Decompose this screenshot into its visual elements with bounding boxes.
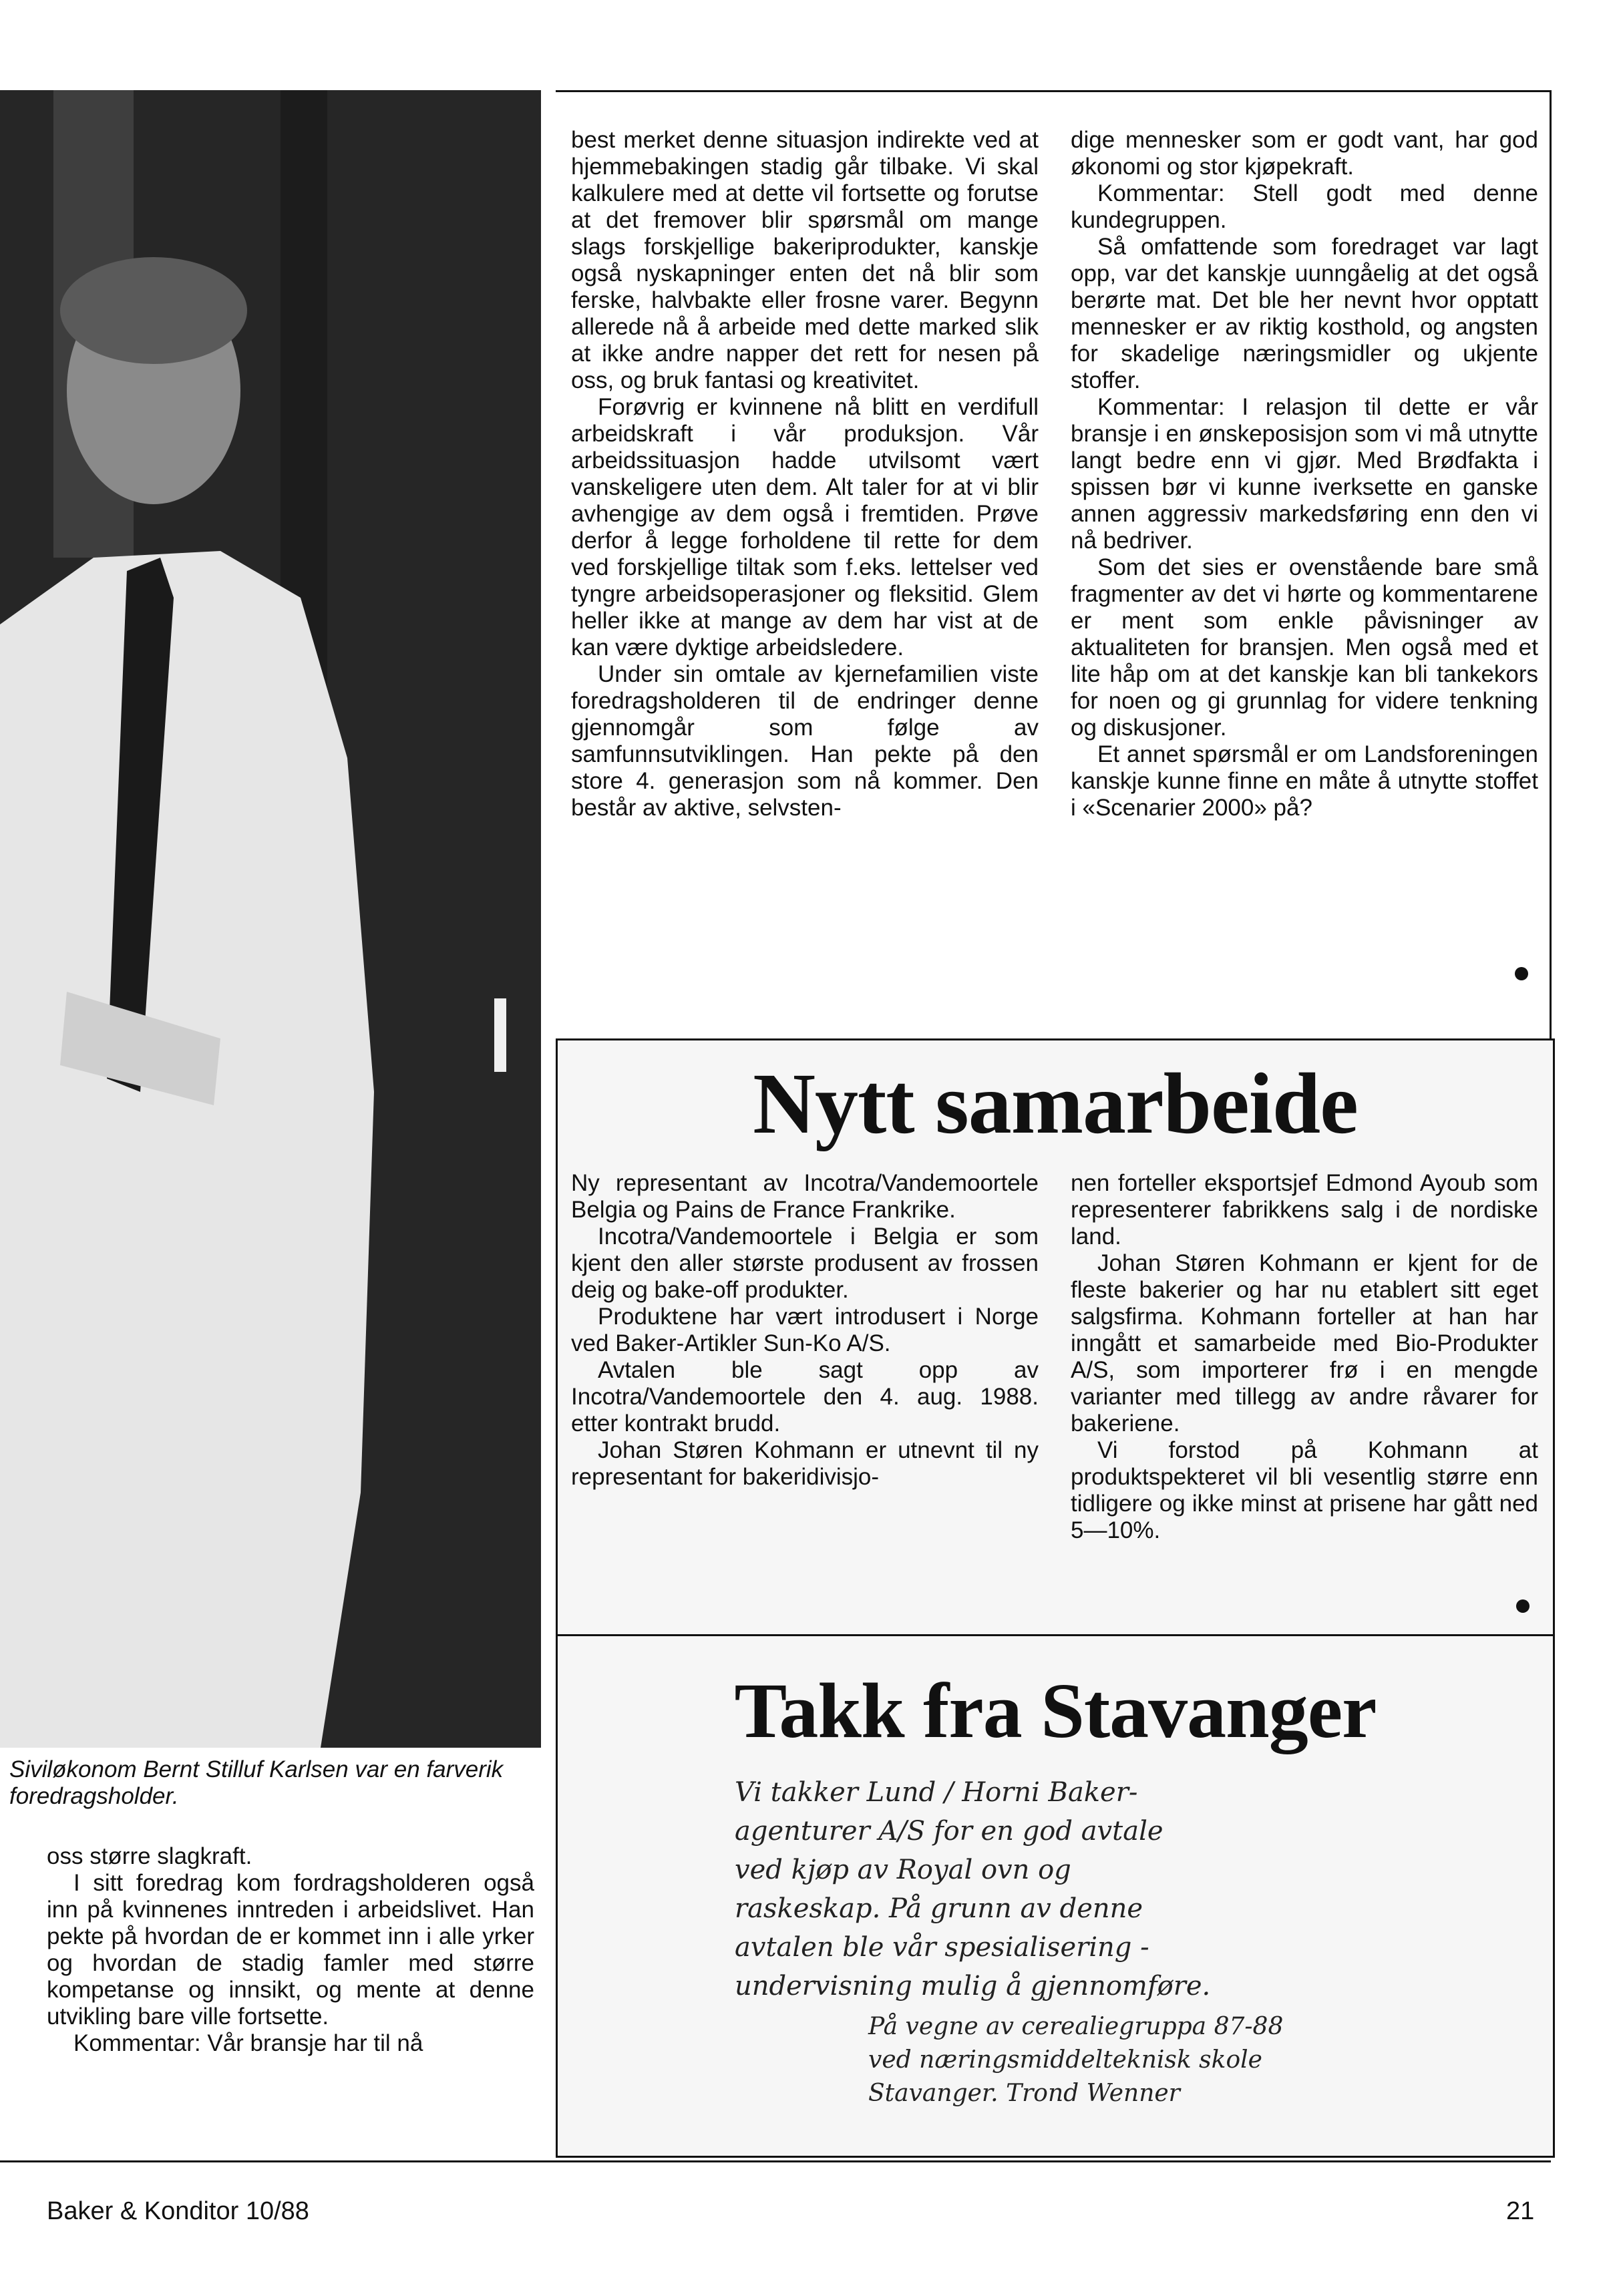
signature-line: ved næringsmiddelteknisk skole (868, 2046, 1262, 2074)
letter-line: undervisning mulig å gjennomføre. (735, 1971, 1211, 2001)
paragraph: Produktene har vært introdusert i Norge ved Baker-Artikler Sun-Ko A/S. (571, 1304, 1039, 1356)
letter-line: agenturer A/S for en god avtale (735, 1816, 1163, 1847)
end-bullet (1515, 967, 1528, 980)
paragraph: Incotra/Vandemoortele i Belgia er som kjent den aller største produsent av frossen deig og bake-off produkter. (571, 1223, 1039, 1303)
paragraph: Johan Støren Kohmann er kjent for de fleste bakerier og har nu etablert sitt eget salgsfirma. Kohmann forteller at han har inngått et samarbeide med Bio-Produkter A/S, som importerer frø i en mengde varianter med tillegg av andre råvarer for bakeriene. (1071, 1250, 1538, 1437)
end-bullet (1516, 1599, 1530, 1613)
paragraph: Ny representant av Incotra/Vandemoortele Belgia og Pains de France Frankrike. (571, 1170, 1039, 1223)
signature-line: På vegne av cerealiegruppa 87-88 (868, 2013, 1284, 2040)
paragraph: Johan Støren Kohmann er utnevnt til ny representant for bakeridivisjo- (571, 1437, 1039, 1490)
paragraph: best merket denne situasjon indirekte ved at hjemmebakingen stadig går tilbake. Vi skal kalkulere med at dette vil fortsette og forutse at det fremover blir spørsmål om mange slags forskjellige bakeriprodukter, kanskje også nyskapninger enten det nå blir som ferske, halvbakte eller frosne varer. Begynn allerede nå å arbeide med dette marked slik at ikke andre napper det rett for nesen på oss, og bruk fantasi og kreativitet. (571, 127, 1039, 393)
paragraph: Et annet spørsmål er om Landsforeningen kanskje kunne finne en måte å utnytte stoffet i «Scenarier 2000» på? (1071, 741, 1538, 821)
paragraph: Vi forstod på Kohmann at produktspekteret vil bli vesentlig større enn tidligere og ikke minst at prisene har gått ned 5—10%. (1071, 1437, 1538, 1543)
nytt-samarbeide-headline: Nytt samarbeide (753, 1056, 1358, 1152)
letter-line: ved kjøp av Royal ovn og (735, 1855, 1071, 1885)
takk-headline: Takk fra Stavanger (734, 1667, 1377, 1754)
paragraph: Så omfattende som foredraget var lagt opp, var det kanskje uunngåelig at det også berørte mat. Det ble her nevnt hvor opptatt mennesker er av riktig kosthold, og angsten for skadelige næringsmidler og ukjente stoffer. (1071, 234, 1538, 393)
paragraph: Forøvrig er kvinnene nå blitt en verdifull arbeidskraft i vår produksjon. Vår arbeidssituasjon hadde utvilsomt vært vanskeligere uten dem. Alt taler for at vi blir avhengige av dem også i fremtiden. Prøve derfor å legge forholdene til rette for dem ved forskjellige tiltak som f.eks. lettelser ved tyngre arbeidsoperasjoner og fleksitid. Glem heller ikke at mange av dem har vist at de kan være dyktige arbeidsledere. (571, 394, 1039, 660)
paragraph: Avtalen ble sagt opp av Incotra/Vandemoortele den 4. aug. 1988. etter kontrakt brudd. (571, 1357, 1039, 1437)
speaker-photo (0, 90, 541, 1748)
left-column-text (47, 1843, 534, 2057)
letter-line: avtalen ble vår spesialisering - (735, 1932, 1149, 1963)
paragraph: Kommentar: Vår bransje har til nå (73, 2030, 423, 2056)
paragraph: oss større slagkraft. (47, 1843, 252, 1869)
nytt-left-column (571, 1170, 1039, 1491)
publication-name: Baker & Konditor 10/88 (47, 2197, 309, 2225)
paragraph: dige mennesker som er godt vant, har god økonomi og stor kjøpekraft. (1071, 127, 1538, 180)
right-column-text (1071, 127, 1538, 821)
paragraph: Som det sies er ovenstående bare små fragmenter av det vi hørte og kommentarene er ment som enkle påvisninger av aktualiteten for bransjen. Men også med et lite håp om at det kanskje kan bli tankekors for noen og gi grunnlag for videre tenkning og diskusjoner. (1071, 554, 1538, 741)
footer-rule (0, 2160, 1551, 2162)
photo-caption: Siviløkonom Bernt Stilluf Karlsen var en farverik foredragsholder. (9, 1756, 504, 1809)
letter-line: raskeskap. På grunn av denne (735, 1893, 1143, 1924)
signature-line: Stavanger. Trond Wenner (868, 2080, 1180, 2107)
nytt-right-column (1071, 1170, 1538, 1544)
paragraph: Under sin omtale av kjernefamilien viste foredragsholderen til de endringer denne gjennomgår som følge av samfunnsutviklingen. Han pekte på den store 4. generasjon som nå kommer. Den består av aktive, selvsten- (571, 661, 1039, 821)
paragraph: Kommentar: Stell godt med denne kundegruppen. (1071, 180, 1538, 233)
paragraph: Kommentar: I relasjon til dette er vår bransje i en ønskeposisjon som vi må utnytte langt bedre enn vi gjør. Med Brødfakta i spissen bør vi kunne iverksette en ganske annen aggressiv markedsføring enn den vi nå bedriver. (1071, 394, 1538, 554)
paragraph: I sitt foredrag kom fordragsholderen også inn på kvinnenes inntreden i arbeidslivet. Han pekte på hvordan de er kommet inn i alle yrker og hvordan de stadig famler med større kompetanse og innsikt, og mente at denne utvikling bare ville fortsette. (47, 1870, 534, 2030)
handwritten-letter (735, 1773, 1503, 2005)
letter-line: Vi takker Lund / Horni Baker- (735, 1777, 1138, 1808)
handwritten-signature (868, 2010, 1536, 2110)
middle-column-text (571, 127, 1039, 821)
column-rule-right (1550, 90, 1552, 1038)
paragraph: nen forteller eksportsjef Edmond Ayoub som representerer fabrikkens salg i de nordiske land. (1071, 1170, 1538, 1250)
column-rule-top (556, 90, 1551, 92)
page-number: 21 (1506, 2197, 1535, 2225)
